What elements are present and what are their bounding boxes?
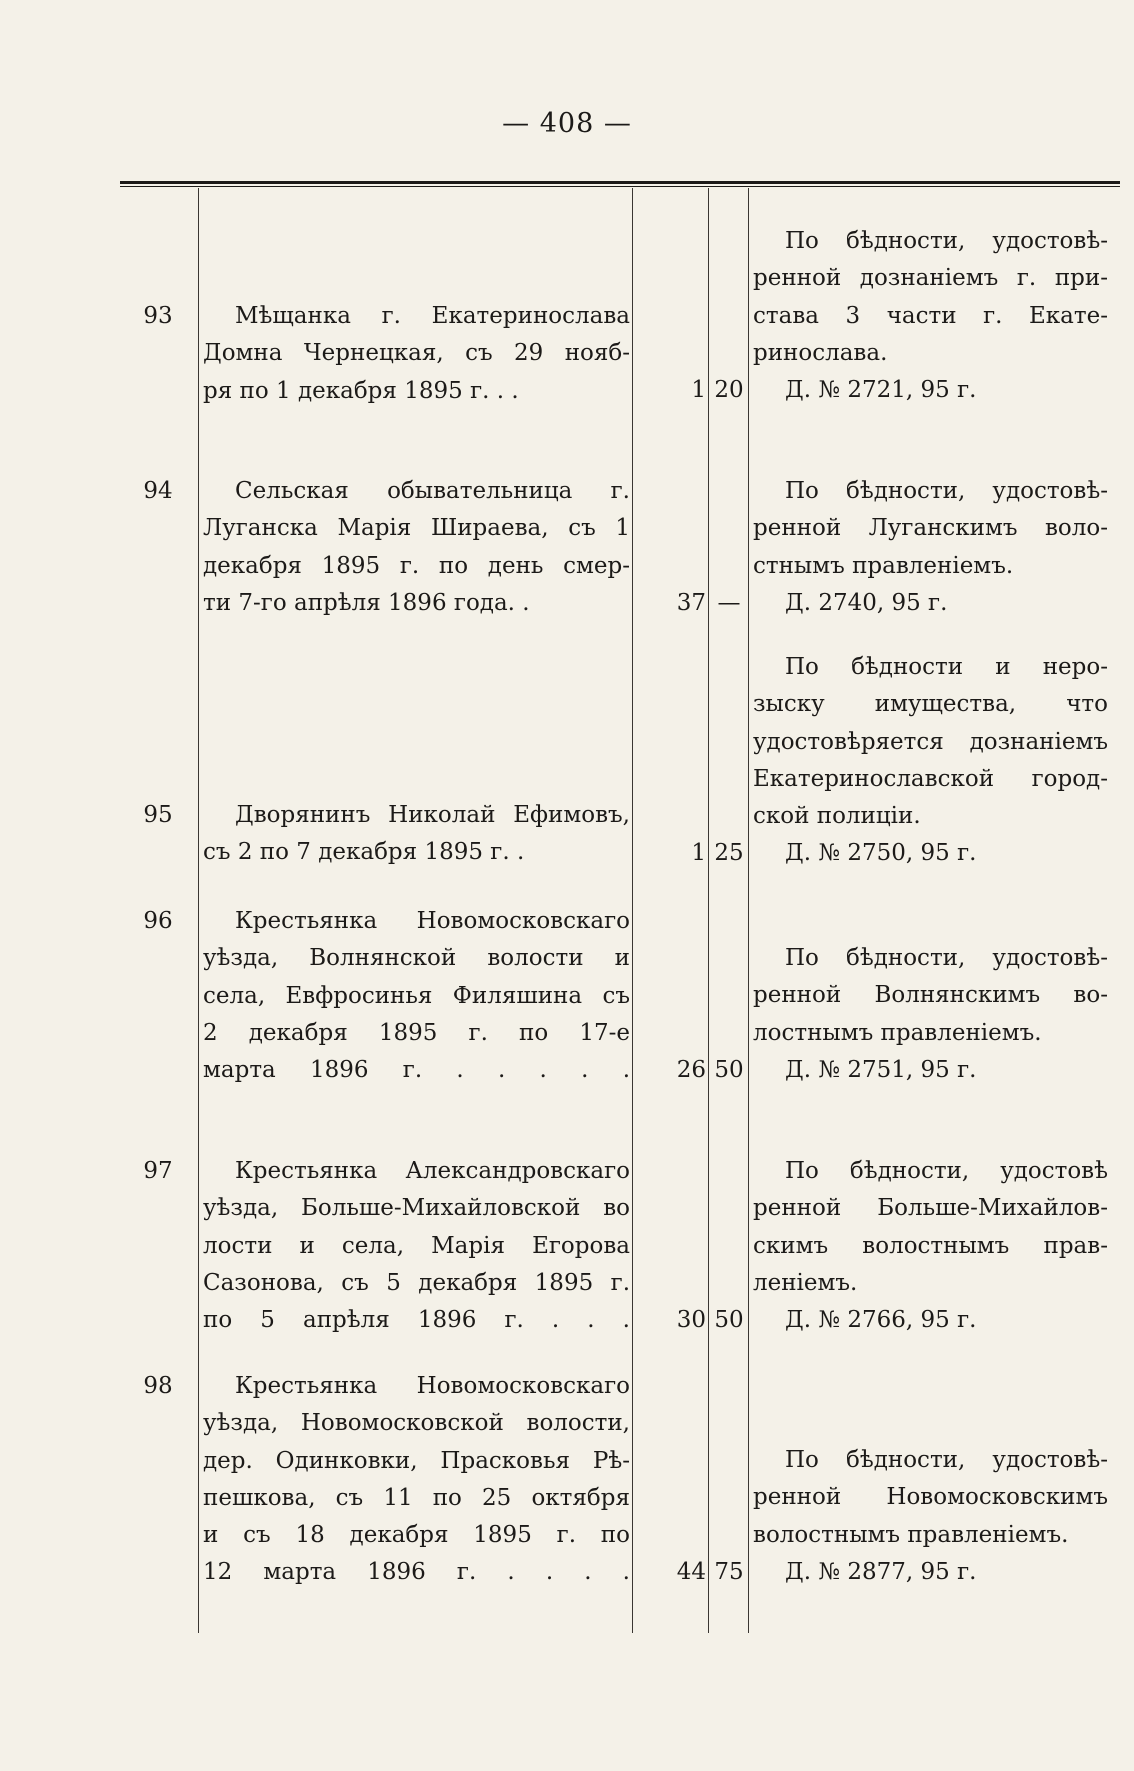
note-line: По бѣдности, удостовѣ- bbox=[785, 478, 1108, 504]
header-rule bbox=[120, 181, 1120, 184]
amount-rubles: 1 bbox=[691, 377, 706, 403]
entry-note bbox=[753, 649, 1108, 873]
entry-note bbox=[753, 1442, 1108, 1591]
note-line: волостнымъ правленіемъ. bbox=[753, 1521, 1069, 1548]
note-line: По бѣдности, удостовѣ- bbox=[785, 945, 1108, 971]
entry-number: 97 bbox=[143, 1158, 173, 1184]
note-line: удостовѣряется дознаніемъ bbox=[753, 728, 1108, 755]
description-line: декабря 1895 г. по день смер- bbox=[203, 552, 630, 579]
amount-kopecks: — bbox=[717, 590, 741, 616]
note-line: ской полиціи. bbox=[753, 803, 921, 830]
amount-kopecks: 50 bbox=[714, 1057, 744, 1083]
entry-note bbox=[753, 1153, 1108, 1339]
description-line: Луганска Марія Шираева, съ 1 bbox=[203, 515, 630, 542]
note-line: По бѣдности, удостовѣ- bbox=[785, 1447, 1108, 1473]
column-divider-number bbox=[198, 188, 199, 1633]
column-divider-kopecks bbox=[748, 188, 749, 1633]
description-line: лости и села, Марія Егорова bbox=[203, 1232, 630, 1259]
description-line: 2 декабря 1895 г. по 17-е bbox=[203, 1019, 630, 1046]
amount-rubles: 37 bbox=[676, 590, 706, 616]
amount-rubles: 44 bbox=[676, 1559, 706, 1585]
description-line: ти 7-го апрѣля 1896 года. . bbox=[203, 589, 530, 616]
entry-description bbox=[203, 298, 630, 410]
note-line: Екатеринославской город- bbox=[753, 765, 1108, 792]
entry-number: 93 bbox=[143, 303, 173, 329]
description-line: пешкова, съ 11 по 25 октября bbox=[203, 1484, 630, 1511]
case-reference: Д. № 2766, 95 г. bbox=[785, 1307, 977, 1334]
entry-description bbox=[203, 903, 630, 1089]
description-line: уѣзда, Новомосковской волости, bbox=[203, 1410, 630, 1437]
amount-kopecks: 75 bbox=[714, 1559, 744, 1585]
entry-description bbox=[203, 473, 630, 622]
description-line: Сельская обывательница г. bbox=[235, 478, 630, 504]
entry-note bbox=[753, 473, 1108, 622]
amount-kopecks: 50 bbox=[714, 1307, 744, 1333]
note-line: ринослава. bbox=[753, 339, 888, 366]
entry-number: 96 bbox=[143, 908, 173, 934]
amount-kopecks: 20 bbox=[714, 377, 744, 403]
description-line: уѣзда, Волнянской волости и bbox=[203, 945, 630, 972]
description-line: 12 марта 1896 г. . . . . bbox=[203, 1559, 630, 1586]
case-reference: Д. № 2721, 95 г. bbox=[785, 377, 977, 404]
amount-kopecks: 25 bbox=[714, 840, 744, 866]
page-number: — 408 — bbox=[502, 108, 632, 139]
note-line: ренной Луганскимъ воло- bbox=[753, 515, 1108, 542]
note-line: скимъ волостнымъ прав- bbox=[753, 1232, 1108, 1259]
case-reference: Д. № 2750, 95 г. bbox=[785, 840, 977, 867]
note-line: ренной Волнянскимъ во- bbox=[753, 982, 1108, 1009]
entry-description bbox=[203, 797, 630, 872]
amount-rubles: 1 bbox=[691, 840, 706, 866]
description-line: марта 1896 г. . . . . . bbox=[203, 1057, 630, 1084]
entry-number: 95 bbox=[143, 802, 173, 828]
note-line: По бѣдности, удостовѣ- bbox=[785, 228, 1108, 254]
description-line: Крестьянка Новомосковскаго bbox=[235, 1373, 630, 1399]
description-line: уѣзда, Больше-Михайловской во bbox=[203, 1195, 630, 1222]
note-line: По бѣдности, удостовѣ bbox=[785, 1158, 1108, 1184]
entry-description bbox=[203, 1368, 630, 1592]
note-line: стнымъ правленіемъ. bbox=[753, 552, 1014, 579]
note-line: леніемъ. bbox=[753, 1269, 858, 1296]
description-line: по 5 апрѣля 1896 г. . . . bbox=[203, 1307, 630, 1334]
description-line: Домна Чернецкая, съ 29 нояб- bbox=[203, 340, 630, 367]
entry-note bbox=[753, 223, 1108, 409]
description-line: Мѣщанка г. Екатеринослава bbox=[235, 303, 630, 329]
note-line: ренной Больше-Михайлов- bbox=[753, 1195, 1108, 1222]
note-line: По бѣдности и неро- bbox=[785, 654, 1108, 680]
description-line: Крестьянка Александровскаго bbox=[235, 1158, 630, 1184]
entry-number: 94 bbox=[143, 478, 173, 504]
description-line: дер. Одинковки, Прасковья Рѣ- bbox=[203, 1447, 630, 1474]
header-rule-thin bbox=[120, 186, 1120, 187]
case-reference: Д. № 2751, 95 г. bbox=[785, 1056, 977, 1083]
note-line: лостнымъ правленіемъ. bbox=[753, 1019, 1042, 1046]
description-line: Сазонова, съ 5 декабря 1895 г. bbox=[203, 1269, 630, 1296]
entry-description bbox=[203, 1153, 630, 1339]
description-line: села, Евфросинья Филяшина съ bbox=[203, 982, 630, 1009]
description-line: и съ 18 декабря 1895 г. по bbox=[203, 1522, 630, 1549]
description-line: Дворянинъ Николай Ефимовъ, bbox=[235, 802, 630, 828]
description-line: Крестьянка Новомосковскаго bbox=[235, 908, 630, 934]
note-line: ренной Новомосковскимъ bbox=[753, 1484, 1108, 1511]
note-line: ренной дознаніемъ г. при- bbox=[753, 265, 1108, 292]
amount-rubles: 30 bbox=[676, 1307, 706, 1333]
column-divider-rubles bbox=[708, 188, 709, 1633]
note-line: става 3 части г. Екате- bbox=[753, 302, 1108, 329]
description-line: съ 2 по 7 декабря 1895 г. . bbox=[203, 839, 525, 866]
note-line: зыску имущества, что bbox=[753, 691, 1108, 718]
case-reference: Д. 2740, 95 г. bbox=[785, 589, 948, 616]
description-line: ря по 1 декабря 1895 г. . . bbox=[203, 377, 519, 404]
entry-note bbox=[753, 940, 1108, 1089]
amount-rubles: 26 bbox=[676, 1057, 706, 1083]
case-reference: Д. № 2877, 95 г. bbox=[785, 1558, 977, 1585]
entry-number: 98 bbox=[143, 1373, 173, 1399]
